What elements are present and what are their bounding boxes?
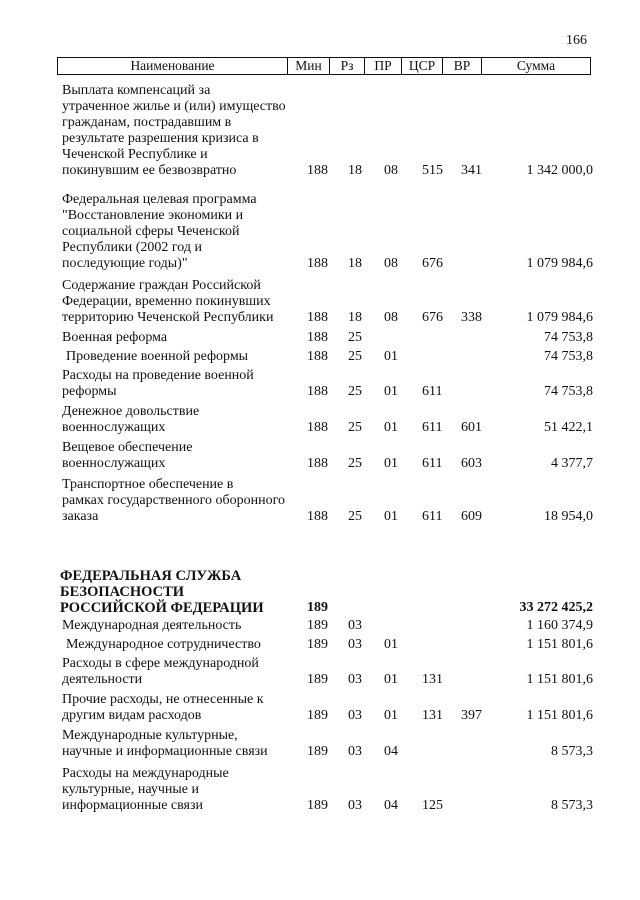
row-rz: 03 [348, 672, 362, 687]
row-min: 189 [307, 708, 328, 723]
row-min: 188 [307, 330, 328, 345]
row-name: Расходы в сфере международной деятельности [62, 656, 259, 687]
row-vr: 601 [461, 420, 482, 435]
row-pr: 01 [384, 349, 398, 364]
row-csr: 611 [422, 509, 443, 524]
row-sum: 4 377,7 [551, 456, 593, 471]
row-min: 188 [307, 509, 328, 524]
table-row [0, 728, 640, 760]
row-csr: 611 [422, 420, 443, 435]
row-name: Расходы на проведение военной реформы [62, 368, 254, 399]
row-min: 189 [307, 744, 328, 759]
row-sum: 8 573,3 [551, 798, 593, 813]
row-sum: 1 151 801,6 [526, 672, 593, 687]
row-rz: 03 [348, 618, 362, 633]
row-sum: 74 753,8 [544, 349, 593, 364]
header-csr: ЦСР [402, 58, 443, 75]
row-name: Транспортное обеспечение в рамках государственного оборонного заказа [62, 477, 286, 524]
table-row [0, 618, 640, 634]
row-sum: 33 272 425,2 [519, 600, 593, 615]
row-rz: 25 [348, 509, 362, 524]
row-name: Международное сотрудничество [66, 637, 261, 652]
row-pr: 04 [384, 744, 398, 759]
row-csr: 131 [422, 672, 443, 687]
row-csr: 515 [422, 163, 443, 178]
row-name: Расходы на международные культурные, научные и информационные связи [62, 766, 229, 813]
row-sum: 1 151 801,6 [526, 637, 593, 652]
header-sum: Сумма [482, 58, 591, 75]
row-name: Денежное довольствие военнослужащих [62, 404, 200, 435]
row-csr: 131 [422, 708, 443, 723]
table-row [0, 83, 640, 179]
row-rz: 25 [348, 456, 362, 471]
row-min: 188 [307, 163, 328, 178]
table-row [0, 656, 640, 688]
row-pr: 08 [384, 256, 398, 271]
row-vr: 338 [461, 310, 482, 325]
row-vr: 397 [461, 708, 482, 723]
row-min: 188 [307, 384, 328, 399]
row-rz: 18 [348, 163, 362, 178]
row-csr: 611 [422, 456, 443, 471]
row-sum: 1 079 984,6 [526, 256, 593, 271]
table-row [0, 568, 640, 616]
table-row [0, 440, 640, 472]
row-pr: 08 [384, 310, 398, 325]
row-pr: 01 [384, 456, 398, 471]
row-pr: 01 [384, 420, 398, 435]
page-number: 166 [566, 33, 587, 48]
row-pr: 01 [384, 384, 398, 399]
row-name: Содержание граждан Российской Федерации, временно покинувших территорию Чеченской Республики [62, 278, 274, 325]
row-rz: 03 [348, 708, 362, 723]
row-min: 189 [307, 672, 328, 687]
table-row [0, 692, 640, 724]
row-name: Федеральная целевая программа "Восстановление экономики и социальной сферы Чеченской Республики (2002 год и последующие годы)" [62, 192, 257, 271]
row-rz: 03 [348, 744, 362, 759]
row-pr: 01 [384, 672, 398, 687]
row-rz: 18 [348, 310, 362, 325]
row-min: 188 [307, 256, 328, 271]
row-csr: 611 [422, 384, 443, 399]
table-row [0, 637, 640, 653]
row-name: Военная реформа [62, 330, 168, 345]
row-name: ФЕДЕРАЛЬНАЯ СЛУЖБА БЕЗОПАСНОСТИ РОССИЙСКОЙ ФЕДЕРАЦИИ [60, 568, 264, 616]
row-sum: 1 151 801,6 [526, 708, 593, 723]
row-vr: 341 [461, 163, 482, 178]
row-sum: 1 079 984,6 [526, 310, 593, 325]
row-pr: 08 [384, 163, 398, 178]
row-sum: 51 422,1 [544, 420, 593, 435]
row-name: Проведение военной реформы [66, 349, 249, 364]
row-rz: 03 [348, 798, 362, 813]
row-min: 188 [307, 456, 328, 471]
table-row [0, 349, 640, 365]
row-rz: 18 [348, 256, 362, 271]
row-min: 189 [307, 600, 328, 615]
header-vr: ВР [443, 58, 482, 75]
table-row [0, 404, 640, 436]
row-min: 188 [307, 310, 328, 325]
table-row [0, 766, 640, 814]
header-min: Мин [288, 58, 330, 75]
table-row [0, 192, 640, 272]
row-min: 188 [307, 420, 328, 435]
row-vr: 603 [461, 456, 482, 471]
row-name: Международная деятельность [62, 618, 242, 633]
row-sum: 74 753,8 [544, 384, 593, 399]
row-name: Международные культурные, научные и информационные связи [62, 728, 268, 759]
row-pr: 01 [384, 509, 398, 524]
table-row [0, 330, 640, 346]
row-name: Прочие расходы, не отнесенные к другим видам расходов [62, 692, 264, 723]
row-name: Выплата компенсаций за утраченное жилье и (или) имущество гражданам, пострадавшим в результате разрешения кризиса в Чеченской Республике и покинувшим ее безвозвратно [62, 83, 286, 178]
row-rz: 03 [348, 637, 362, 652]
row-pr: 04 [384, 798, 398, 813]
row-sum: 74 753,8 [544, 330, 593, 345]
row-name: Вещевое обеспечение военнослужащих [62, 440, 193, 471]
row-min: 189 [307, 798, 328, 813]
row-csr: 676 [422, 256, 443, 271]
row-rz: 25 [348, 349, 362, 364]
row-sum: 1 160 374,9 [526, 618, 593, 633]
table-row [0, 368, 640, 400]
row-sum: 18 954,0 [544, 509, 593, 524]
row-min: 189 [307, 637, 328, 652]
table-row [0, 477, 640, 525]
row-min: 189 [307, 618, 328, 633]
row-vr: 609 [461, 509, 482, 524]
row-min: 188 [307, 349, 328, 364]
header-rz: Рз [330, 58, 365, 75]
header-pr: ПР [365, 58, 402, 75]
row-pr: 01 [384, 637, 398, 652]
row-sum: 8 573,3 [551, 744, 593, 759]
row-rz: 25 [348, 384, 362, 399]
table-row [0, 278, 640, 326]
row-pr: 01 [384, 708, 398, 723]
row-rz: 25 [348, 420, 362, 435]
row-csr: 676 [422, 310, 443, 325]
row-rz: 25 [348, 330, 362, 345]
row-csr: 125 [422, 798, 443, 813]
header-name: Наименование [58, 58, 288, 75]
row-sum: 1 342 000,0 [526, 163, 593, 178]
